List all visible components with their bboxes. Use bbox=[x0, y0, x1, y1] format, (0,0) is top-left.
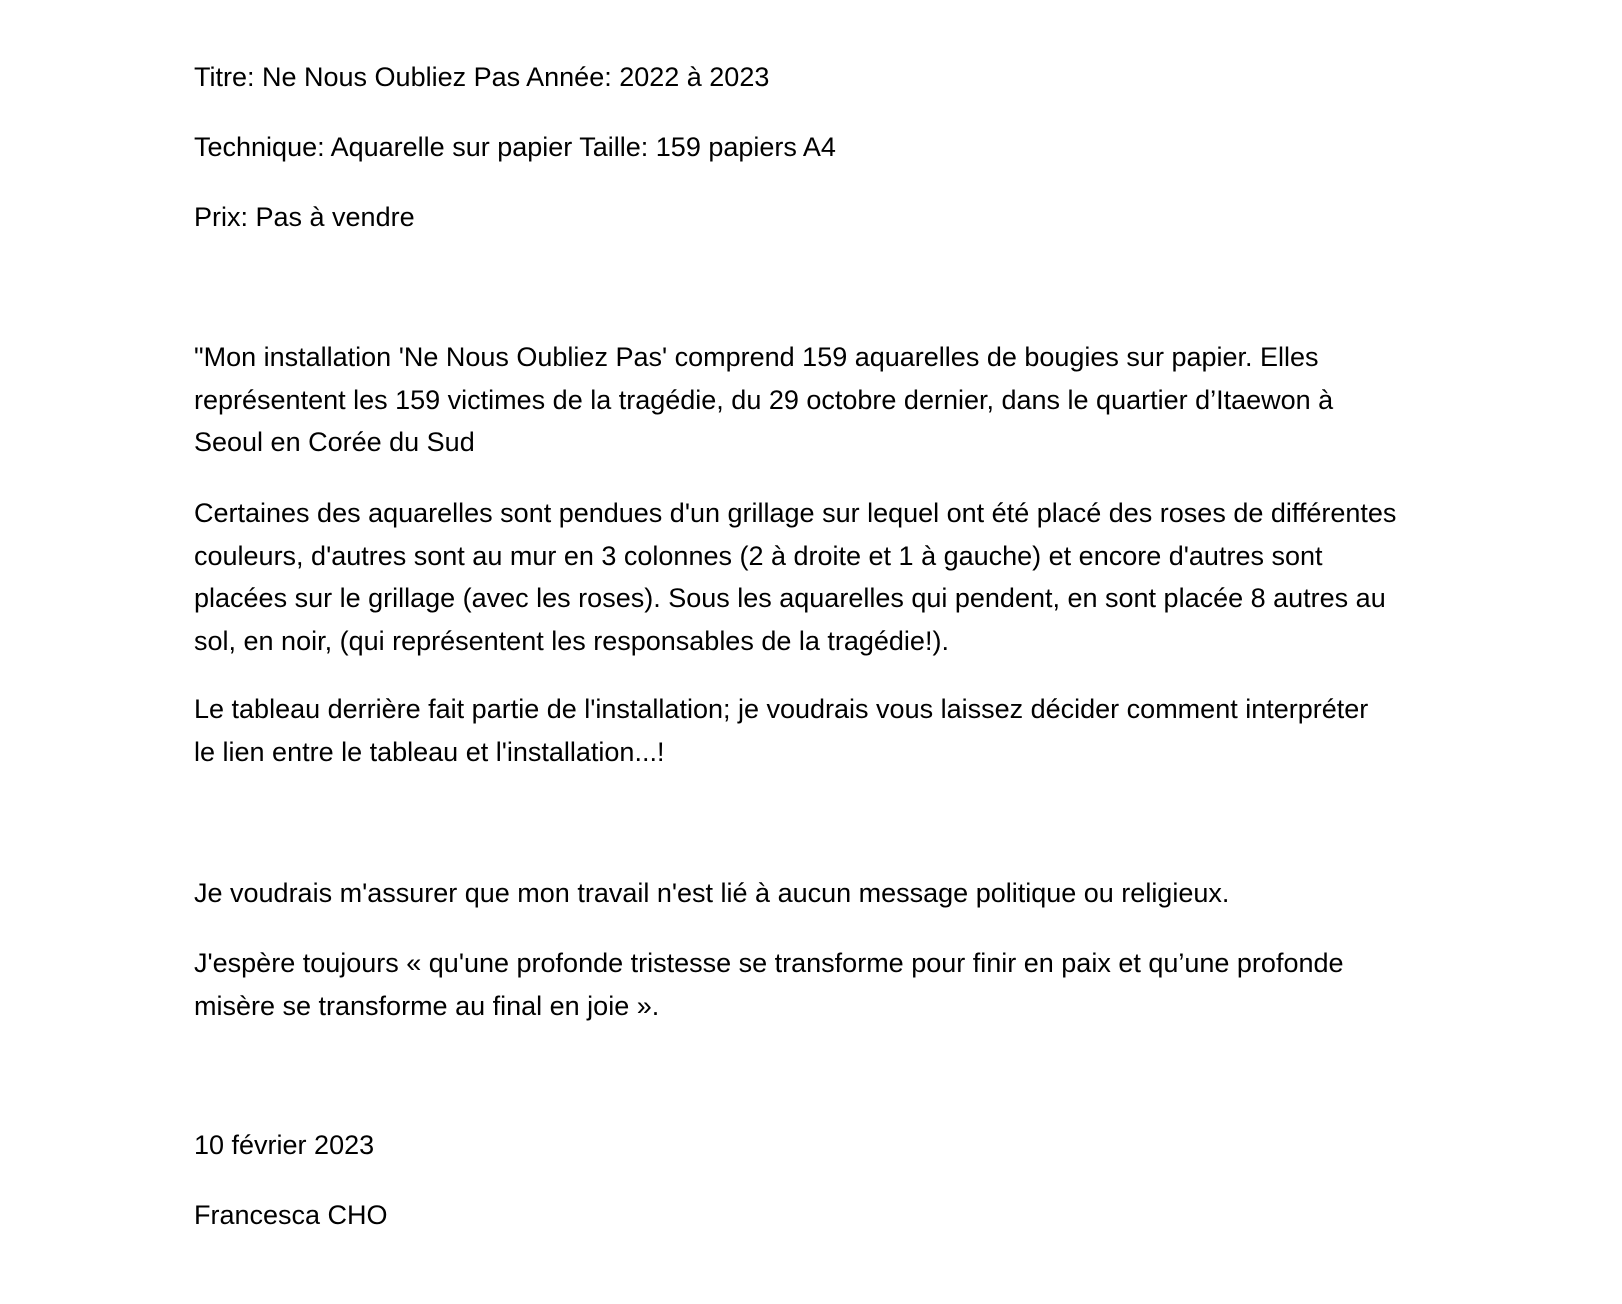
paragraph-line: "Mon installation 'Ne Nous Oubliez Pas' comprend 159 aquarelles de bougies sur papier. Elles bbox=[194, 342, 1319, 372]
paragraph-line: le lien entre le tableau et l'installation...! bbox=[194, 736, 665, 767]
paragraph-line: couleurs, d'autres sont au mur en 3 colonnes (2 à droite et 1 à gauche) et encore d'autres sont bbox=[194, 540, 1323, 571]
paragraph-painting bbox=[194, 688, 1434, 773]
signature-date: 10 février 2023 bbox=[194, 1130, 375, 1160]
paragraph-line: sol, en noir, (qui représentent les responsables de la tragédie!). bbox=[194, 625, 949, 656]
price-line: Prix: Pas à vendre bbox=[194, 202, 415, 232]
technique-line: Technique: Aquarelle sur papier Taille: 159 papiers A4 bbox=[194, 132, 836, 162]
paragraph-line: J'espère toujours « qu'une profonde tristesse se transforme pour finir en paix et qu’une profonde bbox=[194, 948, 1344, 978]
title-line: Titre: Ne Nous Oubliez Pas Année: 2022 à 2023 bbox=[194, 62, 770, 92]
paragraph-disclaimer bbox=[194, 872, 1434, 915]
paragraph-line: placées sur le grillage (avec les roses). Sous les aquarelles qui pendent, en sont placée 8 autres au bbox=[194, 583, 1386, 613]
paragraph-description bbox=[194, 492, 1434, 662]
paragraph-line: misère se transforme au final en joie ». bbox=[194, 990, 660, 1021]
paragraph-installation bbox=[194, 336, 1434, 464]
paragraph-line: Le tableau derrière fait partie de l'installation; je voudrais vous laissez décider comment interpréter bbox=[194, 694, 1369, 724]
paragraph-line: Certaines des aquarelles sont pendues d'un grillage sur lequel ont été placé des roses de différentes bbox=[194, 498, 1397, 528]
signature-author: Francesca CHO bbox=[194, 1200, 388, 1230]
paragraph-hope bbox=[194, 942, 1434, 1027]
paragraph-line: Seoul en Corée du Sud bbox=[194, 427, 475, 457]
paragraph-line: Je voudrais m'assurer que mon travail n'est lié à aucun message politique ou religieux. bbox=[194, 878, 1230, 908]
paragraph-line: représentent les 159 victimes de la tragédie, du 29 octobre dernier, dans le quartier d’Itaewon à bbox=[194, 384, 1334, 415]
